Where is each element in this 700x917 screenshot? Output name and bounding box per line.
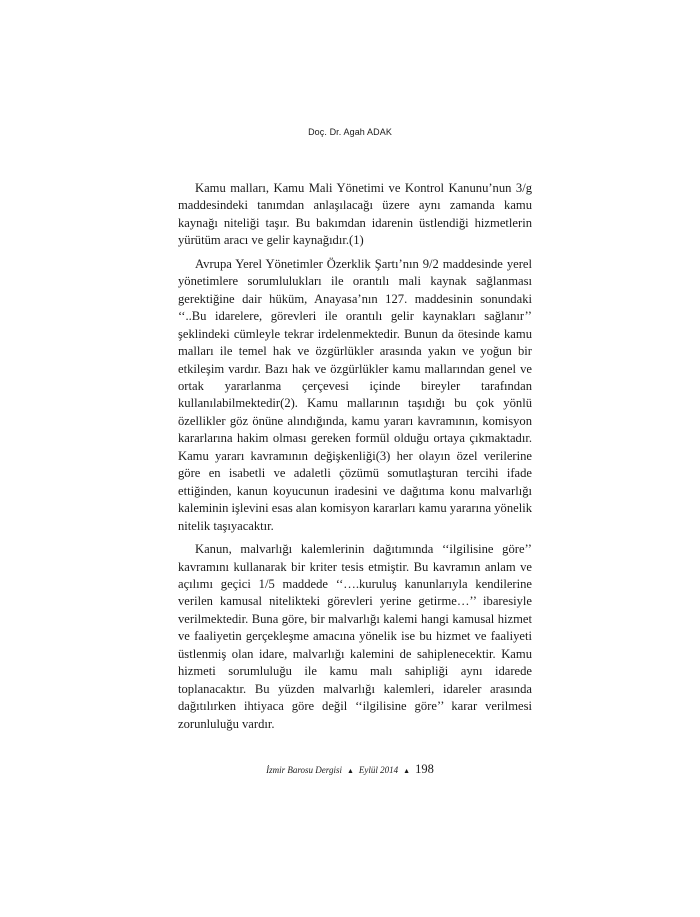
running-header — [0, 127, 700, 137]
page-footer — [0, 760, 700, 778]
page-number: 198 — [415, 762, 434, 776]
triangle-separator-icon: ▲ — [403, 767, 411, 775]
paragraph: Kamu malları, Kamu Mali Yönetimi ve Kontrol Kanunu’nun 3/g maddesindeki tanımdan anlaşılacağı üzere aynı zamanda kamu kaynağı niteliği taşır. Bu bakımdan idarenin üstlendiği hizmetlerin yürütüm aracı ve gelir kaynağıdır.(1) — [178, 181, 532, 248]
article-body — [178, 180, 532, 739]
journal-name: İzmir Barosu Dergisi — [266, 765, 342, 775]
paragraph: Kanun, malvarlığı kalemlerinin dağıtımında ‘‘ilgilisine göre’’ kavramını kullanarak bir kriter tesis etmiştir. Bu kavramın anlam ve açılımı geçici 1/5 maddede ‘‘….kuruluş kanunlarıyla kendilerine verilen kamusal nitelikteki görevleri yerine getirme…’’ ibaresiyle verilmektedir. Buna göre, bir malvarlığı kalemi hangi kamusal hizmet ve faaliyetin gerçekleşme amacına yönelik ise bu hizmet ve faaliyeti üstlenmiş olan idare, malvarlığı kalemini de sahiplenecektir. Kamu hizmeti sorumluluğu ile kamu malı sahipliği aynı idarede toplanacaktır. Bu yüzden malvarlığı kalemleri, idareler arasında dağıtılırken ihtiyaca göre değil ‘‘ilgilisine göre’’ karar verilmesi zorunluluğu vardır. — [178, 542, 532, 731]
triangle-separator-icon: ▲ — [346, 767, 354, 775]
issue-date: Eylül 2014 — [358, 765, 399, 775]
author-name: Doç. Dr. Agah ADAK — [308, 127, 392, 137]
paragraph: Avrupa Yerel Yönetimler Özerklik Şartı’nın 9/2 maddesinde yerel yönetimlere sorumlulukları ile orantılı mali kaynak sağlanması gerektiğine dair hüküm, Anayasa’nın 127. maddesinin sonundaki ‘‘..Bu idarelere, görevleri ile orantılı gelir kaynakları sağlanır’’ şeklindeki cümleyle tekrar irdelenmektedir. Bunun da ötesinde kamu malları ile temel hak ve özgürlükler arasında yakın ve yoğun bir etkileşim vardır. Bazı hak ve özgürlükler kamu mallarından genel ve ortak yararlanma çerçevesi içinde bireyler tarafından kullanılabilmektedir(2). Kamu mallarının taşıdığı bu çok yönlü özellikler göz önüne alındığında, kamu yararı kavramının, komisyon kararlarına hakim olması gereken formül olduğu ortaya çıkmaktadır. Kamu yararı kavramının değişkenliği(3) her olayın özel verilerine göre en isabetli ve adaletli çözümü somutlaşturan tercihi ifade ettiğinden, kanun koyucunun iradesini ve dağıtıma konu malvarlığı kaleminin işlevini esas alan komisyon kararları kamu yararına yönelik nitelik taşıyacaktır. — [178, 256, 532, 533]
